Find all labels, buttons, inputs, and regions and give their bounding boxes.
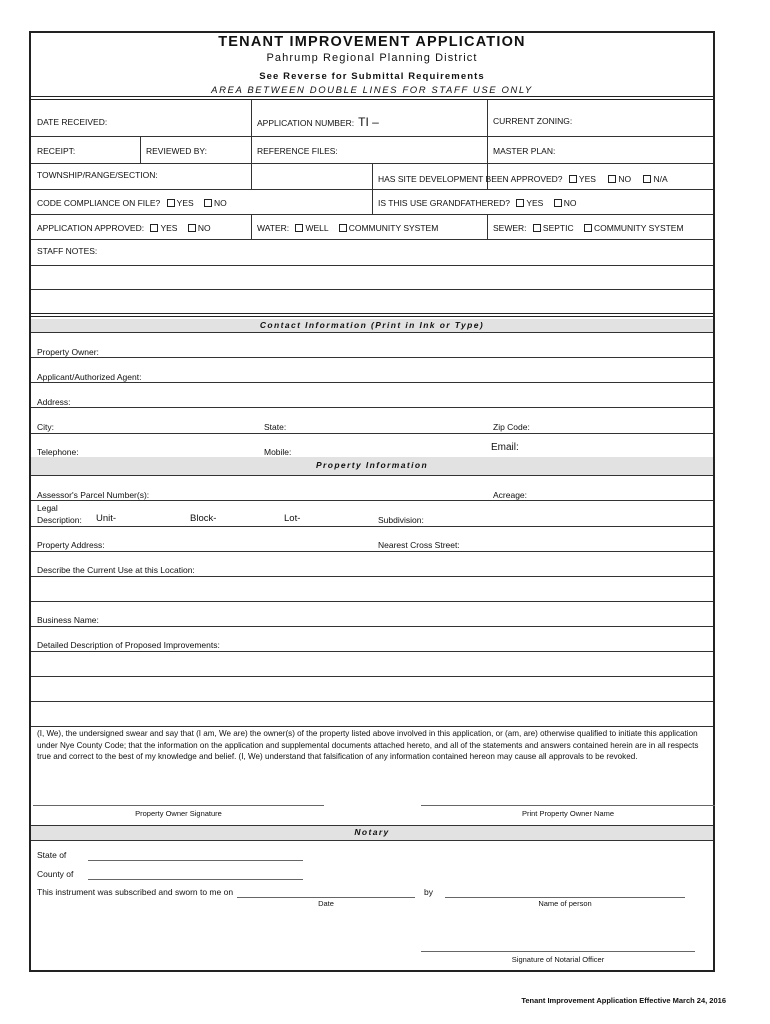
- code-compliance-question: [37, 198, 227, 208]
- divider: [31, 551, 713, 552]
- divider: [31, 475, 713, 476]
- yes-label: YES: [578, 174, 596, 184]
- application-approved-question: [37, 223, 211, 233]
- owner-declaration: (I, We), the undersigned swear and say that (I am, We are) the owner(s) of the property listed above involved in this application, or (am, are) otherwise qualified to initiate this application under Nye County Code; that the information on the application and supplemental documents attached hereto, and all of the statements and answers contained herein are in all respects true and correct to the best of my knowledge and belief. (I, We) understand that falsification of any information contained hereon may cause all approvals to be revoked.: [37, 729, 699, 761]
- county-of-label: County of: [37, 869, 74, 879]
- notary-date-line[interactable]: [237, 897, 415, 898]
- divider: [487, 214, 488, 239]
- divider: [31, 500, 713, 501]
- divider: [31, 214, 713, 215]
- sewer-question: [493, 223, 684, 233]
- na-label: N/A: [653, 174, 668, 184]
- legal-description-label: Description:: [37, 515, 82, 525]
- application-approved-label: APPLICATION APPROVED:: [37, 223, 145, 233]
- divider: [251, 100, 252, 189]
- notarial-officer-signature-line[interactable]: [421, 951, 695, 952]
- grandfathered-question: [378, 198, 576, 208]
- improvements-description-field[interactable]: Detailed Description of Proposed Improvements:: [37, 640, 220, 650]
- grandfathered-no-checkbox[interactable]: [554, 199, 562, 207]
- divider: [372, 163, 373, 214]
- site-dev-na-checkbox[interactable]: [643, 175, 651, 183]
- no-label: NO: [197, 223, 211, 233]
- divider: [31, 840, 713, 841]
- by-label: by: [424, 887, 433, 897]
- applicant-agent-field[interactable]: Applicant/Authorized Agent:: [37, 372, 142, 382]
- site-dev-no-checkbox[interactable]: [608, 175, 616, 183]
- divider: [31, 626, 713, 627]
- owner-signature-caption: Property Owner Signature: [135, 809, 222, 818]
- staff-area-note: AREA BETWEEN DOUBLE LINES FOR STAFF USE ONLY: [211, 85, 533, 96]
- county-of-line[interactable]: [88, 879, 303, 880]
- application-number-field[interactable]: [257, 117, 379, 128]
- no-label: NO: [563, 198, 577, 208]
- divider: [31, 726, 713, 727]
- district-name: Pahrump Regional Planning District: [266, 52, 478, 64]
- community-system-label: COMMUNITY SYSTEM: [348, 223, 439, 233]
- divider: [31, 433, 713, 434]
- legal-label: Legal: [37, 503, 58, 513]
- code-compliance-no-checkbox[interactable]: [204, 199, 212, 207]
- water-label: WATER:: [257, 223, 290, 233]
- mobile-field[interactable]: Mobile:: [264, 447, 292, 457]
- application-form: [29, 31, 715, 972]
- current-zoning-label: CURRENT ZONING:: [493, 116, 573, 126]
- state-of-line[interactable]: [88, 860, 303, 861]
- divider: [31, 265, 713, 266]
- application-number-label: APPLICATION NUMBER:: [257, 118, 355, 128]
- divider: [31, 651, 713, 652]
- name-of-person-line[interactable]: [445, 897, 685, 898]
- state-of-label: State of: [37, 850, 67, 860]
- address-field[interactable]: Address:: [37, 397, 71, 407]
- divider: [31, 526, 713, 527]
- well-label: WELL: [305, 223, 329, 233]
- divider: [31, 407, 713, 408]
- water-question: [257, 223, 438, 233]
- sewer-community-checkbox[interactable]: [584, 224, 592, 232]
- septic-label: SEPTIC: [542, 223, 574, 233]
- subdivision-field[interactable]: Subdivision:: [378, 515, 424, 525]
- no-label: NO: [214, 198, 227, 208]
- notary-heading: Notary: [31, 825, 713, 840]
- parcel-number-field[interactable]: Assessor's Parcel Number(s):: [37, 490, 150, 500]
- divider: [31, 332, 713, 333]
- unit-field[interactable]: Unit-: [96, 513, 117, 524]
- cross-street-field[interactable]: Nearest Cross Street:: [378, 540, 460, 550]
- telephone-field[interactable]: Telephone:: [37, 447, 79, 457]
- divider: [31, 601, 713, 602]
- divider: [31, 576, 713, 577]
- property-owner-field[interactable]: Property Owner:: [37, 347, 99, 357]
- code-compliance-label: CODE COMPLIANCE ON FILE?: [37, 198, 161, 208]
- state-field[interactable]: State:: [264, 422, 287, 432]
- form-title: TENANT IMPROVEMENT APPLICATION: [218, 34, 526, 50]
- name-of-person-caption: Name of person: [538, 899, 592, 908]
- grandfathered-label: IS THIS USE GRANDFATHERED?: [378, 198, 510, 208]
- date-caption: Date: [318, 899, 334, 908]
- approved-no-checkbox[interactable]: [188, 224, 196, 232]
- print-name-caption: Print Property Owner Name: [521, 809, 615, 818]
- site-development-label: HAS SITE DEVELOPMENT BEEN APPROVED?: [378, 174, 563, 184]
- see-reverse-note: See Reverse for Submittal Requirements: [259, 71, 485, 82]
- divider: [251, 214, 252, 239]
- sewer-label: SEWER:: [493, 223, 527, 233]
- divider: [31, 382, 713, 383]
- staff-area-top-double-line: [31, 96, 713, 100]
- application-number-prefix: TI –: [358, 115, 379, 129]
- owner-signature-line[interactable]: [33, 805, 324, 806]
- block-field[interactable]: Block-: [190, 513, 217, 524]
- divider: [31, 825, 713, 826]
- subscribed-label: This instrument was subscribed and sworn to me on: [37, 887, 234, 897]
- yes-label: YES: [176, 198, 194, 208]
- code-compliance-yes-checkbox[interactable]: [167, 199, 175, 207]
- acreage-field[interactable]: Acreage:: [493, 490, 528, 500]
- city-field[interactable]: City:: [37, 422, 54, 432]
- date-received-label: DATE RECEIVED:: [37, 117, 108, 127]
- receipt-label: RECEIPT:: [37, 146, 76, 156]
- reviewed-by-label: REVIEWED BY:: [146, 146, 207, 156]
- print-name-line[interactable]: [421, 805, 715, 806]
- business-name-field[interactable]: Business Name:: [37, 615, 99, 625]
- staff-area-bottom-double-line: [31, 313, 713, 317]
- yes-label: YES: [160, 223, 178, 233]
- grandfathered-yes-checkbox[interactable]: [516, 199, 524, 207]
- water-community-checkbox[interactable]: [339, 224, 347, 232]
- yes-label: YES: [526, 198, 544, 208]
- zip-code-field[interactable]: Zip Code:: [493, 422, 530, 432]
- master-plan-label: MASTER PLAN:: [493, 146, 556, 156]
- form-effective-date: Tenant Improvement Application Effective March 24, 2016: [521, 996, 726, 1005]
- site-dev-yes-checkbox[interactable]: [569, 175, 577, 183]
- divider: [31, 701, 713, 702]
- divider: [31, 136, 713, 137]
- property-address-field[interactable]: Property Address:: [37, 540, 105, 550]
- lot-field[interactable]: Lot-: [284, 513, 301, 524]
- divider: [140, 136, 141, 163]
- current-use-field[interactable]: Describe the Current Use at this Location:: [37, 565, 195, 575]
- divider: [31, 676, 713, 677]
- reference-files-label: REFERENCE FILES:: [257, 146, 338, 156]
- water-well-checkbox[interactable]: [295, 224, 303, 232]
- site-development-question: [378, 174, 668, 184]
- staff-notes-label: STAFF NOTES:: [37, 246, 98, 256]
- divider: [31, 289, 713, 290]
- divider: [31, 239, 713, 240]
- email-field[interactable]: Email:: [491, 442, 519, 453]
- approved-yes-checkbox[interactable]: [150, 224, 158, 232]
- notarial-officer-caption: Signature of Notarial Officer: [511, 955, 605, 964]
- no-label: NO: [618, 174, 632, 184]
- divider: [31, 357, 713, 358]
- sewer-septic-checkbox[interactable]: [533, 224, 541, 232]
- property-information-heading: Property Information: [31, 457, 713, 475]
- township-range-section-label: TOWNSHIP/RANGE/SECTION:: [37, 170, 158, 180]
- community-system-label: COMMUNITY SYSTEM: [593, 223, 684, 233]
- contact-information-heading: Contact Information (Print in Ink or Type): [31, 319, 713, 332]
